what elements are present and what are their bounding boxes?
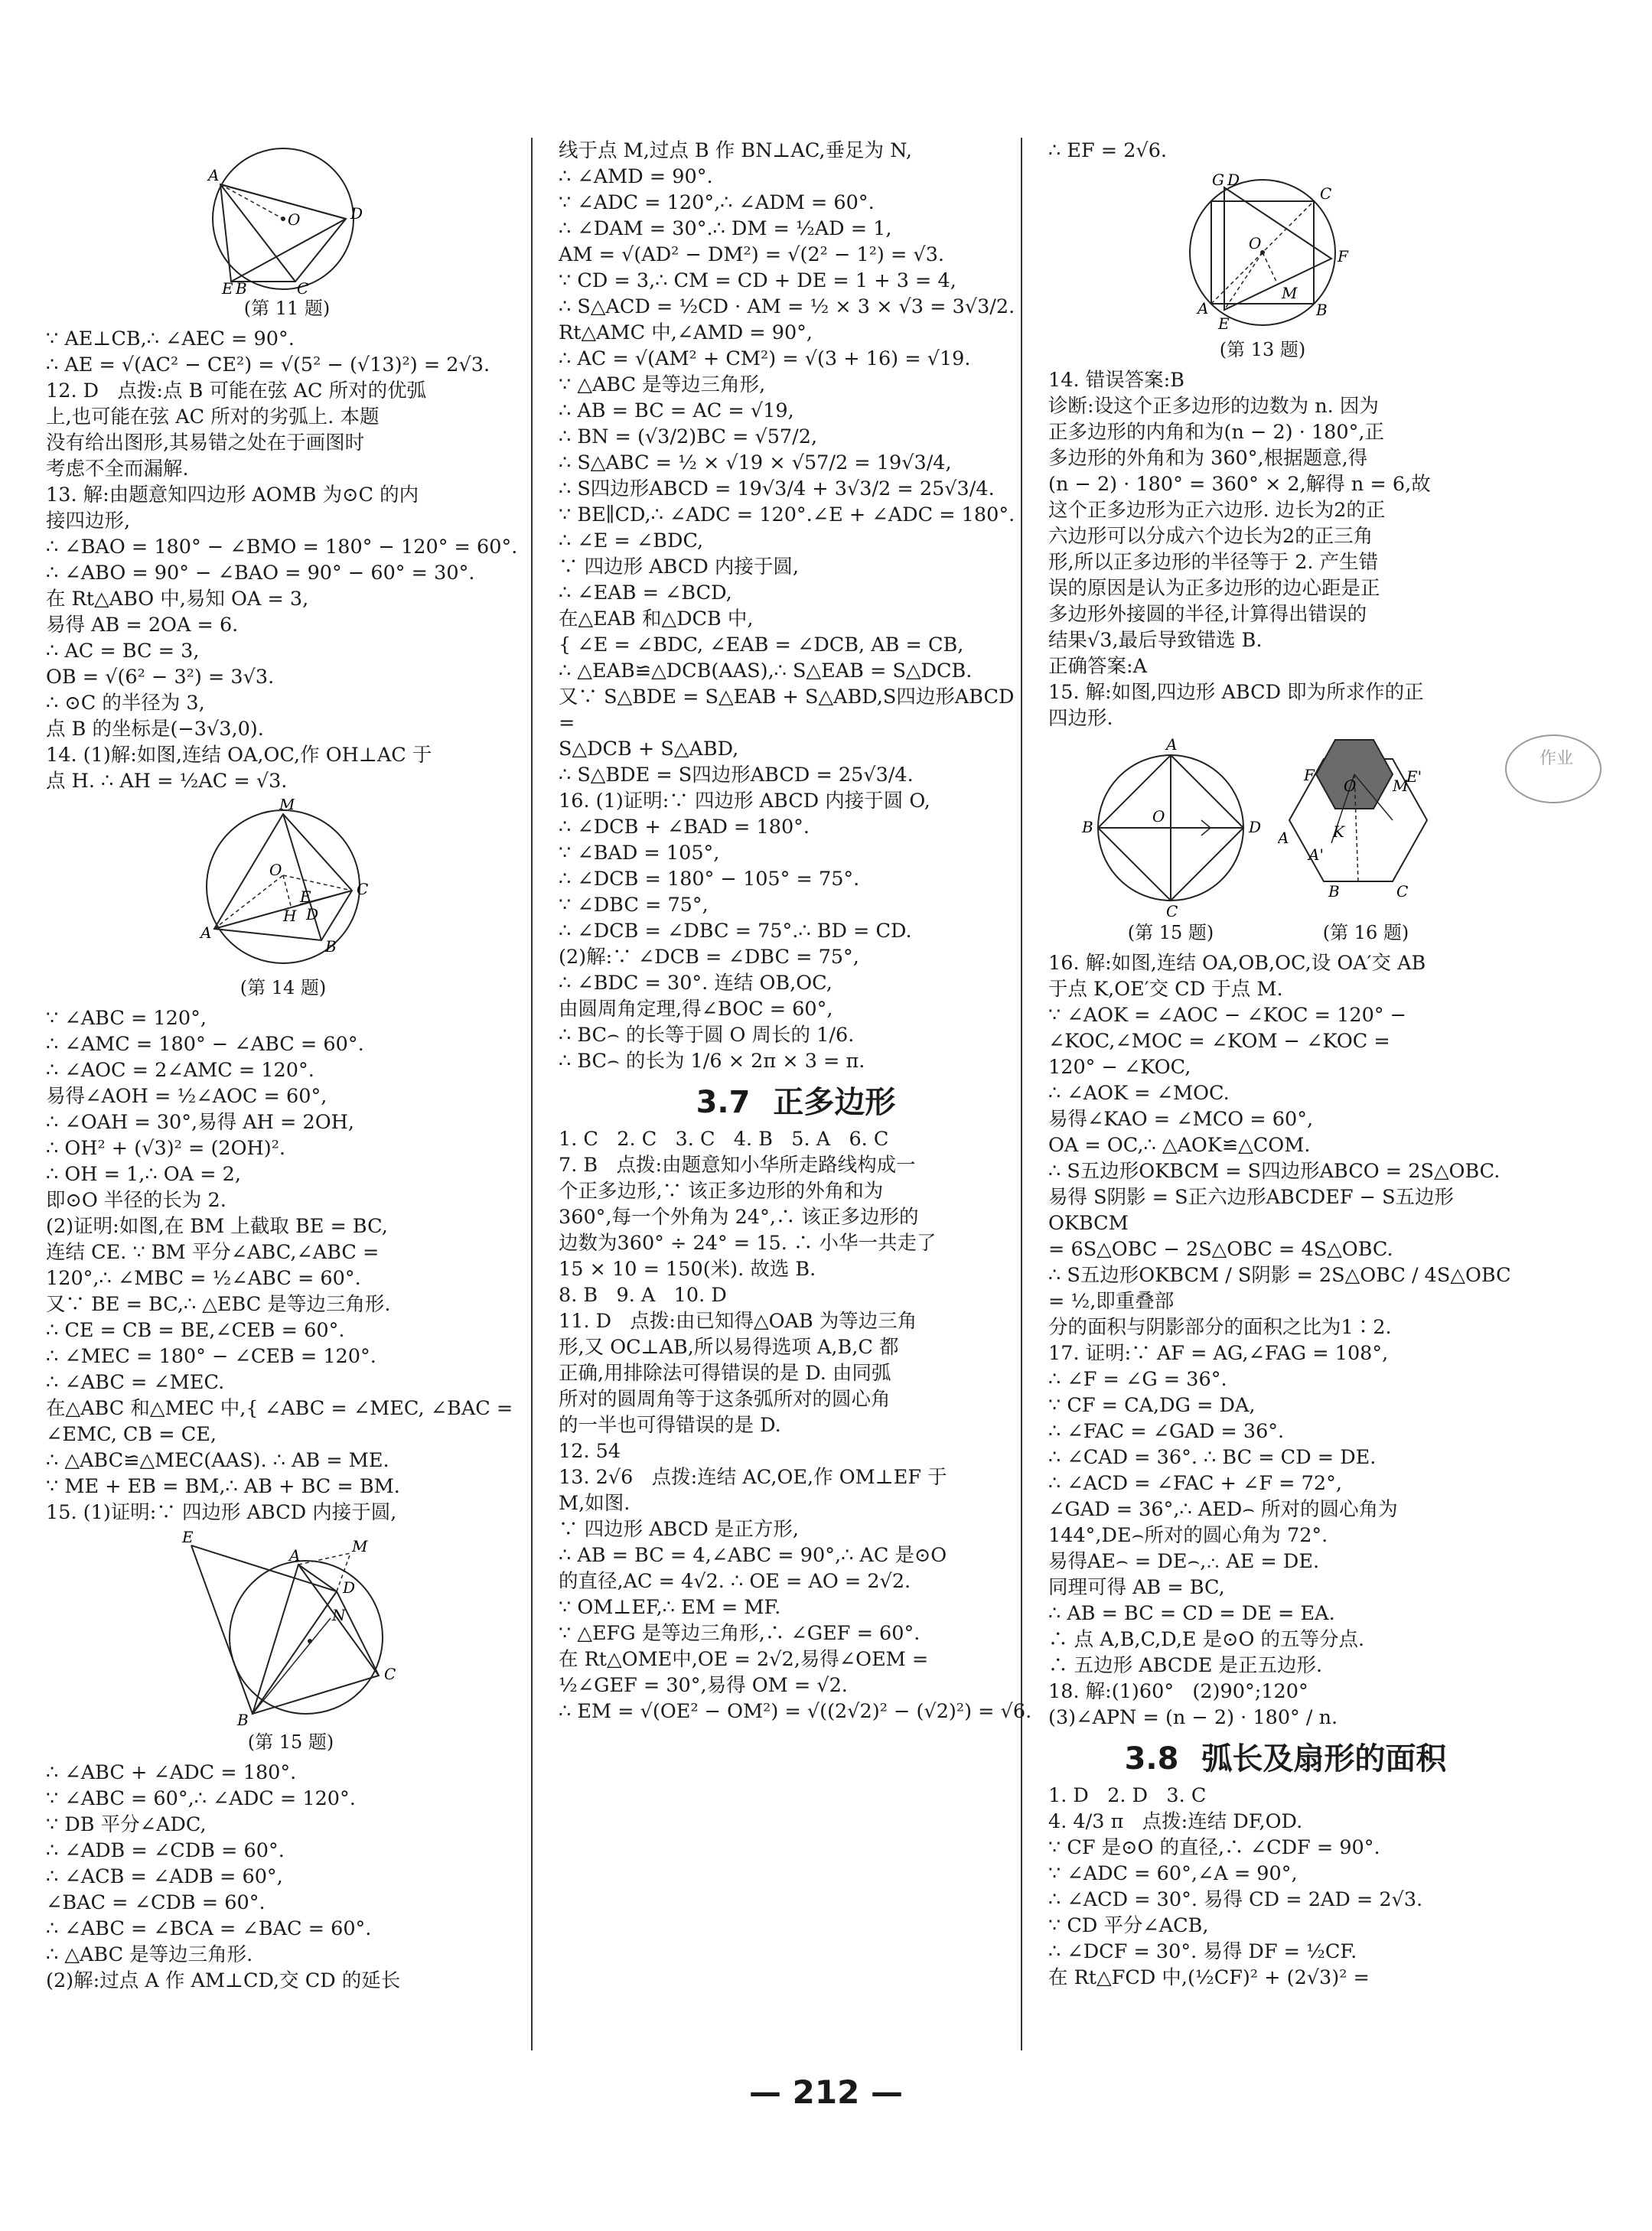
text-line: 1. D 2. D 3. C — [1048, 1784, 1207, 1807]
text-line: 的一半也可得错误的是 D. — [559, 1414, 781, 1437]
label-d: D — [306, 905, 319, 923]
text-line: ∴ EM = √(OE² − OM²) = √((2√2)² − (√2)²) = √6. — [559, 1700, 1032, 1723]
text-line: ∴ AE = √(AC² − CE²) = √(5² − (√13)²) = 2√3. — [46, 353, 490, 376]
text-line: 13. 解:由题意知四边形 AOMB 为⊙C 的内 — [46, 484, 419, 506]
text-line: ∴ ∠DCF = 30°. 易得 DF = ½CF. — [1048, 1940, 1357, 1963]
text-line: 接四边形, — [46, 510, 131, 533]
figure-caption: (第 15 题) — [1127, 922, 1214, 943]
text-line: ∵ ∠ABC = 60°,∴ ∠ADC = 120°. — [46, 1787, 356, 1810]
label-a: A — [289, 1546, 301, 1565]
text-line: ∴ BC⌢ 的长为 1/6 × 2π × 3 = π. — [559, 1050, 865, 1073]
text-line: 在 Rt△FCD 中,(½CF)² + (2√3)² = — [1048, 1966, 1370, 1989]
text-line: 易得 AB = 2OA = 6. — [46, 614, 239, 637]
text-line: ∵ CF 是⊙O 的直径,∴ ∠CDF = 90°. — [1048, 1836, 1380, 1859]
text-line: 12. D 点拨:点 B 可能在弦 AC 所对的优弧 — [46, 379, 427, 402]
text-line: ∴ ∠AOC = 2∠AMC = 120°. — [46, 1059, 314, 1082]
label-e: E — [182, 1530, 194, 1546]
figure-16-hexagon-diagram — [1278, 736, 1454, 920]
text-line: Rt△AMC 中,∠AMD = 90°, — [559, 321, 813, 344]
label-f: F — [1304, 766, 1315, 784]
label-m: M — [279, 799, 295, 813]
text-line: ∴ 点 A,B,C,D,E 是⊙O 的五等分点. — [1048, 1628, 1365, 1651]
text-line: ∵ ∠BAD = 105°, — [559, 842, 720, 865]
text-line: 1. C 2. C 3. C 4. B 5. A 6. C — [559, 1128, 889, 1151]
text-line: ∴ ∠AOK = ∠MOC. — [1048, 1082, 1230, 1105]
text-line: ∴ △ABC 是等边三角形. — [46, 1943, 253, 1966]
text-line: ∴ ∠DCB = 180° − 105° = 75°. — [559, 868, 860, 891]
text-line: ∵ △ABC 是等边三角形, — [559, 373, 766, 396]
text-line: 在 Rt△ABO 中,易知 OA = 3, — [46, 588, 309, 611]
text-line: 形,又 OC⊥AB,所以易得选项 A,B,C 都 — [559, 1336, 899, 1359]
label-o: O — [1249, 234, 1262, 252]
col3-text-b — [1048, 367, 1523, 731]
text-line: ∴ ∠DCB + ∠BAD = 180°. — [559, 816, 810, 839]
label-b: B — [325, 937, 337, 956]
section-number: 3.7 — [696, 1085, 751, 1120]
text-line: 由圆周角定理,得∠BOC = 60°, — [559, 998, 833, 1021]
text-line: ∴ ∠MEC = 180° − ∠CEB = 120°. — [46, 1345, 376, 1368]
text-line: 15. (1)证明:∵ 四边形 ABCD 内接于圆, — [46, 1501, 397, 1524]
text-line: 形,所以正多边形的半径等于 2. 产生错 — [1048, 551, 1379, 574]
text-line: 18. 解:(1)60° (2)90°;120° — [1048, 1680, 1308, 1703]
text-line: ∴ EF = 2√6. — [1048, 139, 1168, 162]
text-line: ∵ 四边形 ABCD 内接于圆, — [559, 555, 800, 578]
text-line: ∴ CE = CB = BE,∠CEB = 60°. — [46, 1319, 345, 1342]
text-line: ∴ ⊙C 的半径为 3, — [46, 692, 205, 715]
text-line: 的直径,AC = 4√2. ∴ OE = AO = 2√2. — [559, 1570, 911, 1593]
text-line: ½∠GEF = 30°,易得 OM = √2. — [559, 1674, 848, 1697]
label-k: K — [1333, 822, 1344, 841]
label-d: D — [1227, 171, 1240, 189]
figure-row-15-16 — [1079, 731, 1523, 950]
text-line: ∴ ∠EAB = ∠BCD, — [559, 581, 732, 604]
text-line: ∵ CD 平分∠ACB, — [1048, 1914, 1209, 1937]
text-line: 于点 K,OE′交 CD 于点 M. — [1048, 978, 1283, 1001]
text-line: ∴ ∠DCB = ∠DBC = 75°.∴ BD = CD. — [559, 920, 912, 943]
text-line: ∴ ∠F = ∠G = 36°. — [1048, 1368, 1227, 1391]
text-line: 15 × 10 = 150(米). 故选 B. — [559, 1258, 816, 1281]
col2-text-a — [559, 138, 1033, 1074]
text-line: ∴ ∠BAO = 180° − ∠BMO = 180° − 120° = 60°. — [46, 536, 518, 559]
label-c: C — [1166, 902, 1178, 920]
label-d: D — [343, 1578, 356, 1597]
figure-15-diagram — [161, 1530, 421, 1729]
column-divider-left — [531, 138, 533, 2050]
label-c: C — [357, 880, 369, 898]
text-line: ∴ AB = BC = CD = DE = EA. — [1048, 1602, 1335, 1625]
text-line: 六边形可以分成六个边长为2的正三角 — [1048, 525, 1373, 548]
label-e: E — [300, 888, 311, 906]
text-line: 分的面积与阴影部分的面积之比为1∶2. — [1048, 1316, 1392, 1339]
text-line: ∴ ∠DAM = 30°.∴ DM = ½AD = 1, — [559, 217, 892, 240]
section-title: 正多边形 — [773, 1085, 896, 1120]
text-line: ∴ ∠BDC = 30°. 连结 OB,OC, — [559, 972, 833, 995]
col3-text-a — [1048, 138, 1523, 164]
text-line: OB = √(6² − 3²) = 3√3. — [46, 666, 275, 689]
text-line: 结果√3,最后导致错选 B. — [1048, 629, 1263, 652]
text-line: ∵ ME + EB = BM,∴ AB + BC = BM. — [46, 1475, 400, 1498]
text-line: 所对的圆周角等于这条弧所对的圆心角 — [559, 1388, 891, 1411]
text-line: ∵ BE∥CD,∴ ∠ADC = 120°.∠E + ∠ADC = 180°. — [559, 503, 1015, 526]
text-line: ∵ 四边形 ABCD 是正方形, — [559, 1518, 800, 1541]
figure-16 — [1278, 736, 1454, 946]
text-line: 点 H. ∴ AH = ½AC = √3. — [46, 770, 288, 793]
figure-13 — [1163, 168, 1523, 363]
text-line: 14. 错误答案:B — [1048, 369, 1184, 392]
section-title: 弧长及扇形的面积 — [1201, 1741, 1447, 1777]
label-d: D — [350, 204, 363, 223]
label-e-prime: E' — [1406, 767, 1422, 786]
text-line: (2)证明:如图,在 BM 上截取 BE = BC, — [46, 1215, 388, 1238]
label-e: E — [222, 279, 233, 295]
figure-11-diagram — [161, 142, 413, 295]
text-line: 360°,每一个外角为 24°,∴ 该正多边形的 — [559, 1206, 919, 1229]
text-line: 易得AE⌢ = DE⌢,∴ AE = DE. — [1048, 1550, 1320, 1573]
section-heading-3-7 — [559, 1085, 1033, 1120]
text-line: { ∠E = ∠BDC, ∠EAB = ∠DCB, AB = CB, — [559, 633, 964, 656]
text-line: ∵ CD = 3,∴ CM = CD + DE = 1 + 3 = 4, — [559, 269, 956, 292]
text-line: 14. (1)解:如图,连结 OA,OC,作 OH⊥AC 于 — [46, 744, 432, 767]
label-d: D — [1249, 818, 1262, 836]
label-o: O — [288, 210, 301, 229]
label-b: B — [237, 1711, 249, 1729]
figure-13-diagram — [1163, 168, 1362, 337]
label-a: A — [1197, 299, 1209, 318]
text-line: 又∵ BE = BC,∴ △EBC 是等边三角形. — [46, 1293, 391, 1316]
figure-15-square-diagram — [1079, 736, 1263, 920]
label-b: B — [1316, 301, 1328, 319]
text-line: ∴ S四边形ABCD = 19√3/4 + 3√3/2 = 25√3/4. — [559, 477, 995, 500]
text-line: ∵ DB 平分∠ADC, — [46, 1813, 207, 1836]
text-line: ∵ ∠AOK = ∠AOC − ∠KOC = 120° − — [1048, 1004, 1407, 1027]
text-line: ∴ OH = 1,∴ OA = 2, — [46, 1163, 241, 1186]
text-line: ∴ AC = √(AM² + CM²) = √(3 + 16) = √19. — [559, 347, 971, 370]
text-line: ∵ AE⊥CB,∴ ∠AEC = 90°. — [46, 327, 295, 350]
text-line: 120°,∴ ∠MBC = ½∠ABC = 60°. — [46, 1267, 361, 1290]
text-line: ∵ ∠ADC = 60°,∠A = 90°, — [1048, 1862, 1298, 1885]
text-line: 120° − ∠KOC, — [1048, 1056, 1191, 1079]
text-line: 点 B 的坐标是(−3√3,0). — [46, 718, 264, 741]
text-line: 16. (1)证明:∵ 四边形 ABCD 内接于圆 O, — [559, 790, 930, 813]
text-line: ∴ OH² + (√3)² = (2OH)². — [46, 1137, 286, 1160]
text-line: 8. B 9. A 10. D — [559, 1284, 727, 1307]
text-line: 四边形. — [1048, 707, 1113, 730]
label-b: B — [1328, 882, 1340, 901]
label-a: A — [200, 923, 212, 942]
col1-text-a — [46, 326, 520, 794]
col3-text-c — [1048, 950, 1523, 1731]
section-heading-3-8 — [1048, 1741, 1523, 1777]
figure-caption: (第 15 题) — [247, 1731, 334, 1753]
label-b: B — [236, 279, 247, 295]
label-a-prime: A' — [1308, 845, 1324, 864]
text-line: 没有给出图形,其易错之处在于画图时 — [46, 432, 365, 454]
figure-11 — [161, 142, 520, 321]
homework-stamp — [1500, 727, 1607, 811]
text-line: 144°,DE⌢所对的圆心角为 72°. — [1048, 1524, 1328, 1547]
text-line: 连结 CE. ∵ BM 平分∠ABC,∠ABC = — [46, 1241, 380, 1264]
text-line: 易得∠AOH = ½∠AOC = 60°, — [46, 1085, 327, 1108]
label-o: O — [269, 861, 282, 879]
text-line: 多边形的外角和为 360°,根据题意,得 — [1048, 447, 1368, 470]
text-line: ∴ △EAB≌△DCB(AAS),∴ S△EAB = S△DCB. — [559, 660, 973, 682]
text-line: ∴ AB = BC = 4,∠ABC = 90°,∴ AC 是⊙O — [559, 1544, 947, 1567]
text-line: (2)解:∵ ∠DCB = ∠DBC = 75°, — [559, 946, 859, 969]
text-line: ∴ ∠OAH = 30°,易得 AH = 2OH, — [46, 1111, 354, 1134]
text-line: ∵ △EFG 是等边三角形,∴ ∠GEF = 60°. — [559, 1622, 920, 1645]
text-line: ∴ BC⌢ 的长等于圆 O 周长的 1/6. — [559, 1024, 855, 1047]
figure-15 — [161, 1530, 520, 1755]
text-line: 同理可得 AB = BC, — [1048, 1576, 1225, 1599]
text-line: 边数为360° ÷ 24° = 15. ∴ 小华一共走了 — [559, 1232, 937, 1255]
text-line: = 6S△OBC − 2S△OBC = 4S△OBC. — [1048, 1238, 1393, 1261]
text-line: ∴ 五边形 ABCDE 是正五边形. — [1048, 1654, 1323, 1677]
text-line: 多边形外接圆的半径,计算得出错误的 — [1048, 603, 1367, 626]
text-line: ∵ ∠ABC = 120°, — [46, 1007, 207, 1030]
text-line: ∴ S五边形OKBCM = S四边形ABCO = 2S△OBC. — [1048, 1160, 1500, 1183]
text-line: ∵ ∠ADC = 120°,∴ ∠ADM = 60°. — [559, 191, 875, 214]
text-line: ∴ ∠CAD = 36°. ∴ BC = CD = DE. — [1048, 1446, 1377, 1469]
text-line: 易得∠KAO = ∠MCO = 60°, — [1048, 1108, 1314, 1131]
label-c: C — [1396, 882, 1409, 901]
text-line: ∴ ∠AMD = 90°. — [559, 165, 713, 188]
label-a: A — [1278, 829, 1289, 847]
text-line: 诊断:设这个正多边形的边数为 n. 因为 — [1048, 395, 1379, 418]
label-f: F — [1338, 247, 1348, 265]
text-line: 这个正多边形为正六边形. 边长为2的正 — [1048, 499, 1386, 522]
text-line: ∠GAD = 36°,∴ AED⌢ 所对的圆心角为 — [1048, 1498, 1398, 1521]
text-line: 在△EAB 和△DCB 中, — [559, 607, 754, 630]
text-line: 易得 S阴影 = S正六边形ABCDEF − S五边形OKBCM — [1048, 1186, 1455, 1235]
text-line: 考虑不全而漏解. — [46, 458, 189, 480]
text-line: (2)解:过点 A 作 AM⊥CD,交 CD 的延长 — [46, 1969, 401, 1992]
text-line: AM = √(AD² − DM²) = √(2² − 1²) = √3. — [559, 243, 945, 266]
text-line: ∴ ∠ACB = ∠ADB = 60°, — [46, 1865, 283, 1888]
col1-text-c — [46, 1760, 520, 1994]
text-line: 即⊙O 半径的长为 2. — [46, 1189, 226, 1212]
text-line: ∵ OM⊥EF,∴ EM = MF. — [559, 1596, 781, 1619]
text-line: 上,也可能在弦 AC 所对的劣弧上. 本题 — [46, 405, 380, 428]
figure-caption: (第 16 题) — [1322, 922, 1409, 943]
label-n: N — [332, 1606, 346, 1624]
text-line: (3)∠APN = (n − 2) · 180° / n. — [1048, 1706, 1338, 1729]
text-line: ∴ AC = BC = 3, — [46, 640, 200, 663]
col2-text-b — [559, 1126, 1033, 1725]
figure-caption: (第 14 题) — [239, 977, 327, 998]
text-line: ∴ BN = (√3/2)BC = √57/2, — [559, 425, 818, 448]
col1-text-b — [46, 1005, 520, 1526]
text-line: ∵ CF = CA,DG = DA, — [1048, 1394, 1256, 1417]
label-a: A — [208, 166, 220, 184]
text-line: ∵ ∠DBC = 75°, — [559, 894, 709, 917]
label-o: O — [1152, 807, 1165, 826]
column-middle — [559, 138, 1033, 1725]
text-line: ∠KOC,∠MOC = ∠KOM − ∠KOC = — [1048, 1030, 1390, 1053]
label-m: M — [1282, 284, 1298, 302]
text-line: 误的原因是认为正多边形的边心距是正 — [1048, 577, 1380, 600]
text-line: 16. 解:如图,连结 OA,OB,OC,设 OA′交 AB — [1048, 952, 1426, 975]
label-h: H — [283, 907, 297, 925]
text-line: ∴ S五边形OKBCM / S阴影 = 2S△OBC / 4S△OBC = ½,即重叠部 — [1048, 1264, 1517, 1313]
text-line: 15. 解:如图,四边形 ABCD 即为所求作的正 — [1048, 681, 1424, 704]
text-line: 正确答案:A — [1048, 655, 1148, 678]
page-number: — 212 — — [749, 2073, 903, 2111]
label-c: C — [384, 1665, 396, 1683]
text-line: ∴ ∠ACD = ∠FAC + ∠F = 72°, — [1048, 1472, 1342, 1495]
text-line: M,如图. — [559, 1492, 630, 1515]
text-line: ∴ S△BDE = S四边形ABCD = 25√3/4. — [559, 764, 914, 787]
text-line: 12. 54 — [559, 1440, 621, 1463]
text-line: 13. 2√6 点拨:连结 AC,OE,作 OM⊥EF 于 — [559, 1466, 947, 1489]
text-line: 在 Rt△OME中,OE = 2√2,易得∠OEM = — [559, 1648, 929, 1671]
label-a: A — [1166, 736, 1178, 754]
label-g: G — [1212, 171, 1224, 189]
text-line: 又∵ S△BDE = S△EAB + S△ABD,S四边形ABCD = — [559, 686, 1021, 734]
col3-text-d — [1048, 1783, 1523, 1991]
text-line: ∴ ∠ACD = 30°. 易得 CD = 2AD = 2√3. — [1048, 1888, 1423, 1911]
label-c: C — [297, 279, 309, 295]
text-line: ∴ △ABC≌△MEC(AAS). ∴ AB = ME. — [46, 1449, 389, 1472]
text-line: 正多边形的内角和为(n − 2) · 180°,正 — [1048, 421, 1384, 444]
text-line: ∴ ∠ADB = ∠CDB = 60°. — [46, 1839, 285, 1862]
figure-14-diagram — [168, 799, 398, 975]
figure-15-right — [1079, 736, 1263, 946]
column-right — [1048, 138, 1523, 1991]
text-line: S△DCB + S△ABD, — [559, 738, 739, 760]
text-line: 正确,用排除法可得错误的是 D. 由同弧 — [559, 1362, 891, 1385]
label-e: E — [1218, 314, 1230, 333]
text-line: OA = OC,∴ △AOK≌△COM. — [1048, 1134, 1311, 1157]
text-line: 4. 4/3 π 点拨:连结 DF,OD. — [1048, 1810, 1303, 1833]
text-line: ∠BAC = ∠CDB = 60°. — [46, 1891, 266, 1914]
text-line: 7. B 点拨:由题意知小华所走路线构成一 — [559, 1154, 916, 1177]
figure-14 — [168, 799, 520, 1001]
figure-caption: (第 11 题) — [243, 298, 331, 319]
text-line: (n − 2) · 180° = 360° × 2,解得 n = 6,故 — [1048, 473, 1431, 496]
section-number: 3.8 — [1124, 1741, 1179, 1777]
text-line: 在△ABC 和△MEC 中,{ ∠ABC = ∠MEC, ∠BAC = ∠EMC, CB = CE, — [46, 1397, 520, 1446]
stamp-text: 作业 — [1540, 749, 1574, 768]
text-line: ∴ S△ACD = ½CD · AM = ½ × 3 × √3 = 3√3/2. — [559, 295, 1015, 318]
text-line: ∴ ∠E = ∠BDC, — [559, 529, 704, 552]
column-left — [46, 138, 520, 1994]
text-line: ∴ ∠FAC = ∠GAD = 36°. — [1048, 1420, 1285, 1443]
label-m: M — [352, 1537, 368, 1555]
label-b: B — [1082, 818, 1093, 836]
text-line: ∴ ∠ABC = ∠BCA = ∠BAC = 60°. — [46, 1917, 372, 1940]
figure-caption: (第 13 题) — [1219, 339, 1306, 360]
text-line: 11. D 点拨:由已知得△OAB 为等边三角 — [559, 1310, 917, 1333]
text-line: ∴ S△ABC = ½ × √19 × √57/2 = 19√3/4, — [559, 451, 952, 474]
text-line: ∴ AB = BC = AC = √19, — [559, 399, 794, 422]
text-line: ∴ ∠ABC = ∠MEC. — [46, 1371, 225, 1394]
text-line: 线于点 M,过点 B 作 BN⊥AC,垂足为 N, — [559, 139, 912, 162]
label-m: M — [1393, 777, 1409, 795]
text-line: ∴ ∠ABC + ∠ADC = 180°. — [46, 1761, 297, 1784]
text-line: 17. 证明:∵ AF = AG,∠FAG = 108°, — [1048, 1342, 1389, 1365]
text-line: ∴ ∠ABO = 90° − ∠BAO = 90° − 60° = 30°. — [46, 562, 475, 585]
text-line: ∴ ∠AMC = 180° − ∠ABC = 60°. — [46, 1033, 364, 1056]
label-c: C — [1320, 184, 1332, 203]
text-line: 个正多边形,∵ 该正多边形的外角和为 — [559, 1180, 884, 1203]
label-o: O — [1344, 777, 1357, 795]
